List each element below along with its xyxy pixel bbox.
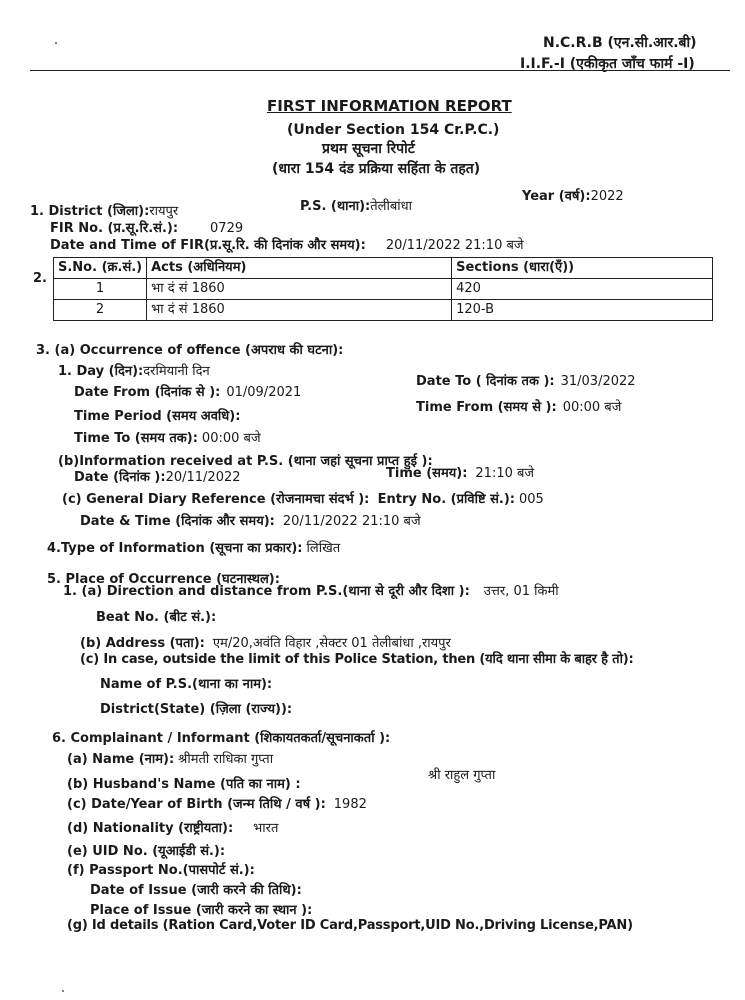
section-2-number: 2.: [33, 271, 47, 286]
outside-limit-line: (c) In case, outside the limit of this Police Station, then (यदि थाना सीमा के बाहर है तो):: [80, 652, 634, 667]
gd-datetime-line: Date & Time (दिनांक और समय): 20/11/2022 21:10 बजे: [80, 514, 421, 529]
report-section: (Under Section 154 Cr.P.C.): [287, 122, 500, 138]
time-period-label: Time Period (समय अवधि):: [74, 409, 241, 424]
complainant-heading: 6. Complainant / Informant (शिकायतकर्ता/सूचनाकर्ता ):: [52, 731, 391, 746]
info-type-line: 4.Type of Information (सूचना का प्रकार): लिखित: [47, 541, 341, 556]
place-of-issue-label: Place of Issue (जारी करने का स्थान ):: [90, 903, 313, 918]
table-row: [54, 279, 713, 300]
date-to-line: Date To ( दिनांक तक ): 31/03/2022: [416, 374, 636, 389]
nationality-line: (d) Nationality (राष्ट्रीयता): भारत: [67, 821, 279, 836]
report-title-hindi: प्रथम सूचना रिपोर्ट: [322, 141, 415, 157]
address-line: (b) Address (पता): एम/20,अवंति विहार ,सेक्टर 01 तेलीबांधा ,रायपुर: [80, 636, 451, 651]
table-header-row: [54, 258, 713, 279]
row-section: 420: [452, 279, 713, 300]
gd-reference-line: (c) General Diary Reference (रोजनामचा संदर्भ ): Entry No. (प्रविष्टि सं.): 005: [62, 492, 544, 507]
acts-sections-table: [53, 257, 713, 321]
name-line: (a) Name (नाम): श्रीमती राधिका गुप्ता: [67, 752, 274, 767]
id-details-label: (g) Id details (Ration Card,Voter ID Card,Passport,UID No.,Driving License,PAN): [67, 918, 633, 933]
day-line: 1. Day (दिन):दरमियानी दिन: [58, 364, 210, 379]
col-header-acts: Acts (अधिनियम): [147, 258, 452, 279]
dob-line: (c) Date/Year of Birth (जन्म तिथि / वर्ष ): 1982: [67, 797, 367, 812]
husband-value: श्री राहुल गुप्ता: [428, 768, 496, 783]
occurrence-heading: 3. (a) Occurrence of offence (अपराध की घटना):: [36, 343, 344, 358]
date-from-line: Date From (दिनांक से ): 01/09/2021: [74, 385, 302, 400]
scan-speck: [55, 42, 57, 44]
row-act: भा दं सं 1860: [147, 279, 452, 300]
ps-name-label: Name of P.S.(थाना का नाम):: [100, 677, 273, 692]
fir-no-line: FIR No. (प्र.सू.रि.सं.): 0729: [50, 221, 244, 236]
info-time-line: Time (समय): 21:10 बजे: [386, 466, 535, 481]
district-line: 1. District (जिला):रायपुर: [30, 204, 179, 219]
time-to-line: Time To (समय तक): 00:00 बजे: [74, 431, 261, 446]
time-from-line: Time From (समय से ): 00:00 बजे: [416, 400, 622, 415]
col-header-sections: Sections (धारा(एँ)): [452, 258, 713, 279]
place-heading: 5. Place of Occurrence (घटनास्थल):: [47, 572, 280, 587]
beat-label: Beat No. (बीट सं.):: [96, 610, 217, 625]
direction-line: 1. (a) Direction and distance from P.S.(थाना से दूरी और दिशा ): उत्तर, 01 किमी: [63, 584, 559, 599]
info-date-line: Date (दिनांक ):20/11/2022: [74, 470, 241, 485]
husband-label: (b) Husband's Name (पति का नाम) :: [67, 777, 301, 792]
row-sno: 2: [54, 300, 147, 321]
scan-speck: [62, 990, 64, 992]
uid-label: (e) UID No. (यूआईडी सं.):: [67, 844, 226, 859]
row-section: 120-B: [452, 300, 713, 321]
row-act: भा दं सं 1860: [147, 300, 452, 321]
ncrb-header: N.C.R.B (एन.सी.आर.बी): [543, 35, 697, 51]
date-of-issue-label: Date of Issue (जारी करने की तिथि):: [90, 883, 302, 898]
passport-label: (f) Passport No.(पासपोर्ट सं.):: [67, 863, 255, 878]
report-section-hindi: (धारा 154 दंड प्रक्रिया सहिंता के तहत): [272, 161, 481, 177]
district-state-label: District(State) (ज़िला (राज्य)):: [100, 702, 293, 717]
report-title: FIRST INFORMATION REPORT: [267, 97, 512, 115]
iif-header: I.I.F.-I (एकीकृत जाँच फार्म -I): [520, 56, 695, 72]
ps-line: P.S. (थाना):तेलीबांधा: [300, 199, 412, 214]
table-row: [54, 300, 713, 321]
fir-datetime-line: Date and Time of FIR(प्र.सू.रि. की दिनांक और समय): 20/11/2022 21:10 बजे: [50, 238, 524, 253]
col-header-sno: S.No. (क्र.सं.): [54, 258, 147, 279]
row-sno: 1: [54, 279, 147, 300]
info-received-heading: (b)Information received at P.S. (थाना जहां सूचना प्राप्त हुई ):: [58, 454, 433, 469]
year-line: Year (वर्ष):2022: [522, 189, 624, 204]
